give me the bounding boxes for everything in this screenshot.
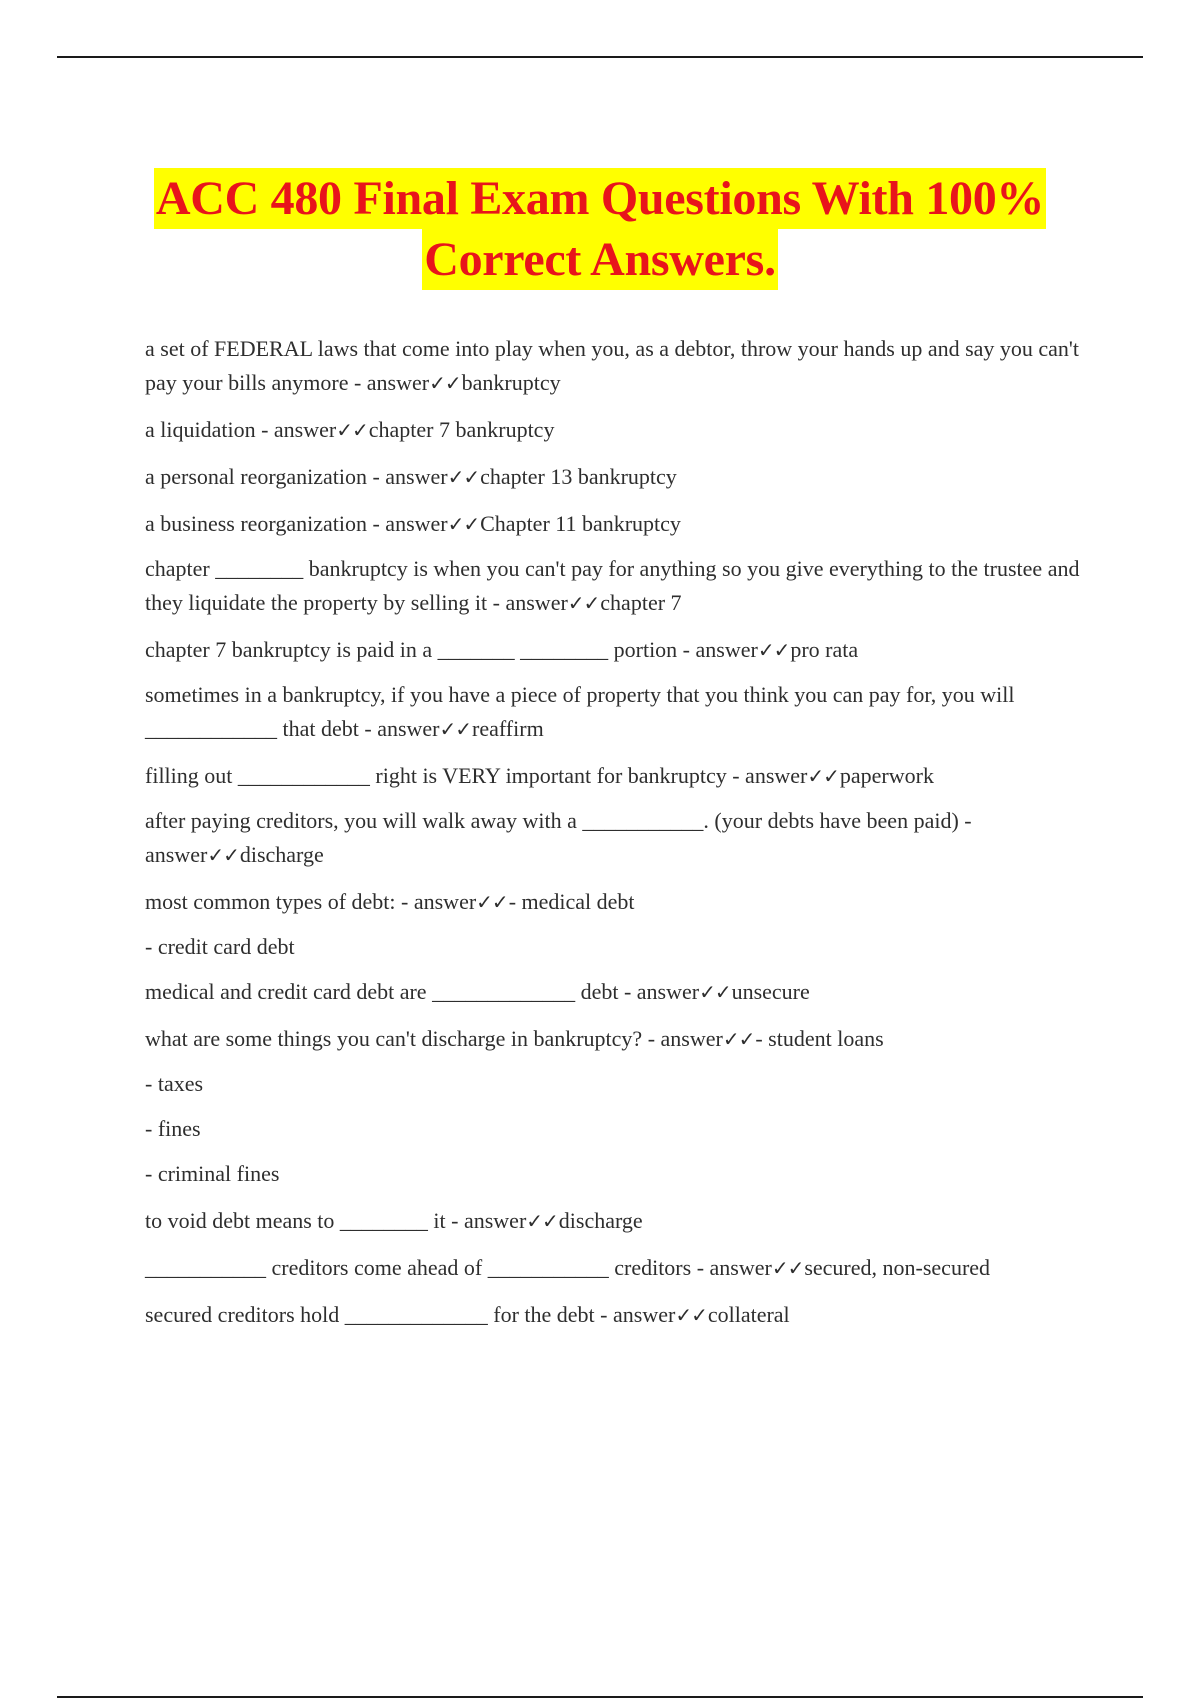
check-icon: ✓✓ [447, 465, 480, 489]
check-icon: ✓✓ [757, 638, 790, 662]
answer-text: Chapter 11 bankruptcy [480, 511, 681, 536]
answer-text: chapter 13 bankruptcy [480, 464, 677, 489]
question-text: filling out ____________ right is VERY important for bankruptcy - answer [145, 763, 808, 788]
check-icon: ✓✓ [447, 512, 480, 536]
question-text: sometimes in a bankruptcy, if you have a piece of property that you think you can pay for, you will ____________ that debt - answer [145, 682, 1015, 741]
check-icon: ✓✓ [429, 371, 461, 395]
question-text: chapter ________ bankruptcy is when you can't pay for anything so you give everything to the trustee and they liquidate the property by selling it - answer [145, 556, 1080, 615]
qa-item [145, 507, 1095, 541]
answer-text: discharge [239, 842, 324, 867]
answer-text: unsecure [731, 979, 810, 1004]
qa-item [145, 678, 1095, 746]
qa-item [145, 1204, 1095, 1238]
qa-item [145, 633, 1095, 667]
check-icon: ✓✓ [567, 591, 600, 615]
qa-continuation [145, 1112, 1095, 1146]
document-title [0, 168, 1200, 290]
qa-item [145, 804, 1095, 872]
qa-list [145, 332, 1095, 1345]
answer-text: - student loans [755, 1026, 884, 1051]
answer-text: paperwork [839, 763, 934, 788]
qa-item [145, 885, 1095, 919]
bottom-rule [57, 1696, 1143, 1698]
check-icon: ✓✓ [722, 1027, 755, 1051]
answer-text: collateral [707, 1302, 790, 1327]
question-text: to void debt means to ________ it - answer [145, 1208, 527, 1233]
qa-item [145, 1022, 1095, 1056]
check-icon: ✓✓ [439, 717, 472, 741]
check-icon: ✓✓ [207, 843, 239, 867]
check-icon: ✓✓ [526, 1209, 558, 1233]
qa-continuation [145, 1157, 1095, 1191]
continuation-text: - taxes [145, 1071, 204, 1096]
question-text: secured creditors hold _____________ for the debt - answer [145, 1302, 676, 1327]
question-text: after paying creditors, you will walk away with a ___________. (your debts have been paid) - answer [145, 808, 972, 867]
question-text: what are some things you can't discharge in bankruptcy? - answer [145, 1026, 723, 1051]
answer-text: discharge [558, 1208, 643, 1233]
qa-continuation [145, 930, 1095, 964]
qa-item [145, 460, 1095, 494]
answer-text: secured, non-secured [804, 1255, 991, 1280]
answer-text: pro rata [790, 637, 859, 662]
answer-text: reaffirm [472, 716, 544, 741]
question-text: most common types of debt: - answer [145, 889, 477, 914]
answer-text: chapter 7 bankruptcy [368, 417, 555, 442]
question-text: a personal reorganization - answer [145, 464, 448, 489]
continuation-text: - fines [145, 1116, 201, 1141]
question-text: ___________ creditors come ahead of ___________ creditors - answer [145, 1255, 772, 1280]
check-icon: ✓✓ [807, 764, 839, 788]
qa-item [145, 552, 1095, 620]
qa-item [145, 1251, 1095, 1285]
answer-text: chapter 7 [600, 590, 682, 615]
question-text: a set of FEDERAL laws that come into play when you, as a debtor, throw your hands up and say you can't pay your bills anymore - answer [145, 336, 1080, 395]
check-icon: ✓✓ [771, 1256, 804, 1280]
check-icon: ✓✓ [699, 980, 731, 1004]
check-icon: ✓✓ [476, 890, 508, 914]
title-line-1: ACC 480 Final Exam Questions With 100% [154, 168, 1046, 229]
qa-item [145, 975, 1095, 1009]
title-line-2: Correct Answers. [422, 229, 778, 290]
qa-item [145, 759, 1095, 793]
top-rule [57, 56, 1143, 58]
qa-item [145, 413, 1095, 447]
answer-text: - medical debt [508, 889, 635, 914]
qa-item [145, 332, 1095, 400]
check-icon: ✓✓ [336, 418, 368, 442]
question-text: a liquidation - answer [145, 417, 337, 442]
continuation-text: - criminal fines [145, 1161, 280, 1186]
question-text: chapter 7 bankruptcy is paid in a _______ ________ portion - answer [145, 637, 758, 662]
qa-continuation [145, 1067, 1095, 1101]
answer-text: bankruptcy [461, 370, 561, 395]
question-text: medical and credit card debt are _____________ debt - answer [145, 979, 700, 1004]
qa-item [145, 1298, 1095, 1332]
continuation-text: - credit card debt [145, 934, 295, 959]
question-text: a business reorganization - answer [145, 511, 448, 536]
check-icon: ✓✓ [675, 1303, 707, 1327]
